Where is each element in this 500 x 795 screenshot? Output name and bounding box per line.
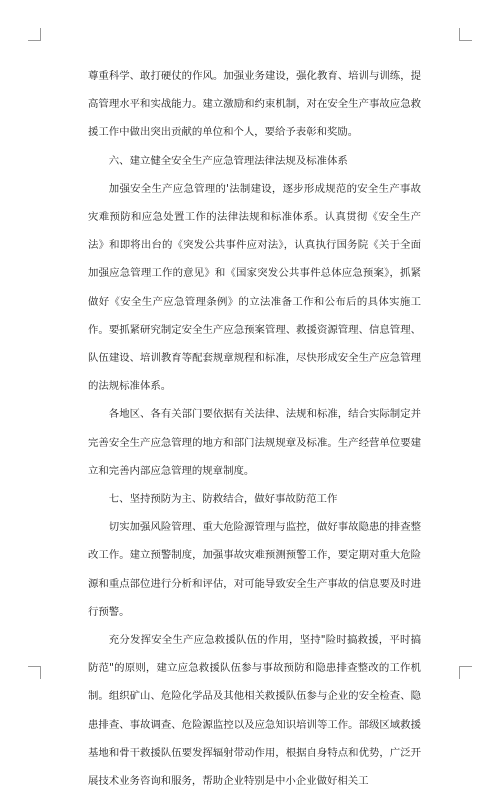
crop-mark-bottom-left: [28, 666, 41, 679]
section-heading-6: 六、建立健全安全生产应急管理法律法规及标准体系: [108, 154, 348, 167]
paragraph: 切实加强风险管理、重大危险源管理与监控，做好事故隐患的排查整改工作。建立预警制度，加强事故灾难预测预警工作，要定期对重大危险源和重点部位进行分析和评估，对可能导致安全生产事故的信息要及时进行预警。: [88, 521, 421, 618]
crop-mark-top-left: [28, 28, 41, 41]
paragraph: 充分发挥安全生产应急救援队伍的作用，坚持"险时搞救援，平时搞防范"的原则，建立应急救援队伍参与事故预防和隐患排查整改的工作机制。组织矿山、危险化学品及其他相关救援队伍参与企业的安全检查、隐患排查、事故调查、危险源监控以及应急知识培训等工作。部级区域救援基地和骨干救援队伍要发挥辐射带动作用，根据自身特点和优势，广泛开展技术业务咨询和服务，帮助企业特别是中小企业做好相关工: [88, 634, 421, 788]
paragraph-continued: 尊重科学、敢打硬仗的作风。加强业务建设，强化教育、培训与训练，提高管理水平和实战能力。建立激励和约束机制，对在安全生产事故应急救援工作中做出突出贡献的单位和个人，要给予表彰和奖励。: [88, 70, 421, 139]
crop-mark-top-right: [459, 28, 472, 41]
document-body: [88, 62, 421, 795]
paragraph: 加强安全生产应急管理的'法制建设，逐步形成规范的安全生产事故灾难预防和应急处置工作的法律法规和标准体系。认真贯彻《安全生产法》和即将出台的《突发公共事件应对法》，认真执行国务院《关于全面加强应急管理工作的意见》和《国家突发公共事件总体应急预案》，抓紧做好《安全生产应急管理条例》的立法准备工作和公布后的具体实施工作。要抓紧研究制定安全生产应急预案管理、救援资源管理、信息管理、队伍建设、培训教育等配套规章规程和标准，尽快形成安全生产应急管理的法规标准体系。: [88, 182, 421, 393]
section-heading-7: 七、坚持预防为主、防救结合，做好事故防范工作: [108, 493, 338, 506]
paragraph: 各地区、各有关部门要依据有关法律、法规和标准，结合实际制定并完善安全生产应急管理的地方和部门法规规章及标准。生产经营单位要建立和完善内部应急管理的规章制度。: [88, 408, 421, 477]
crop-mark-bottom-right: [459, 666, 472, 679]
